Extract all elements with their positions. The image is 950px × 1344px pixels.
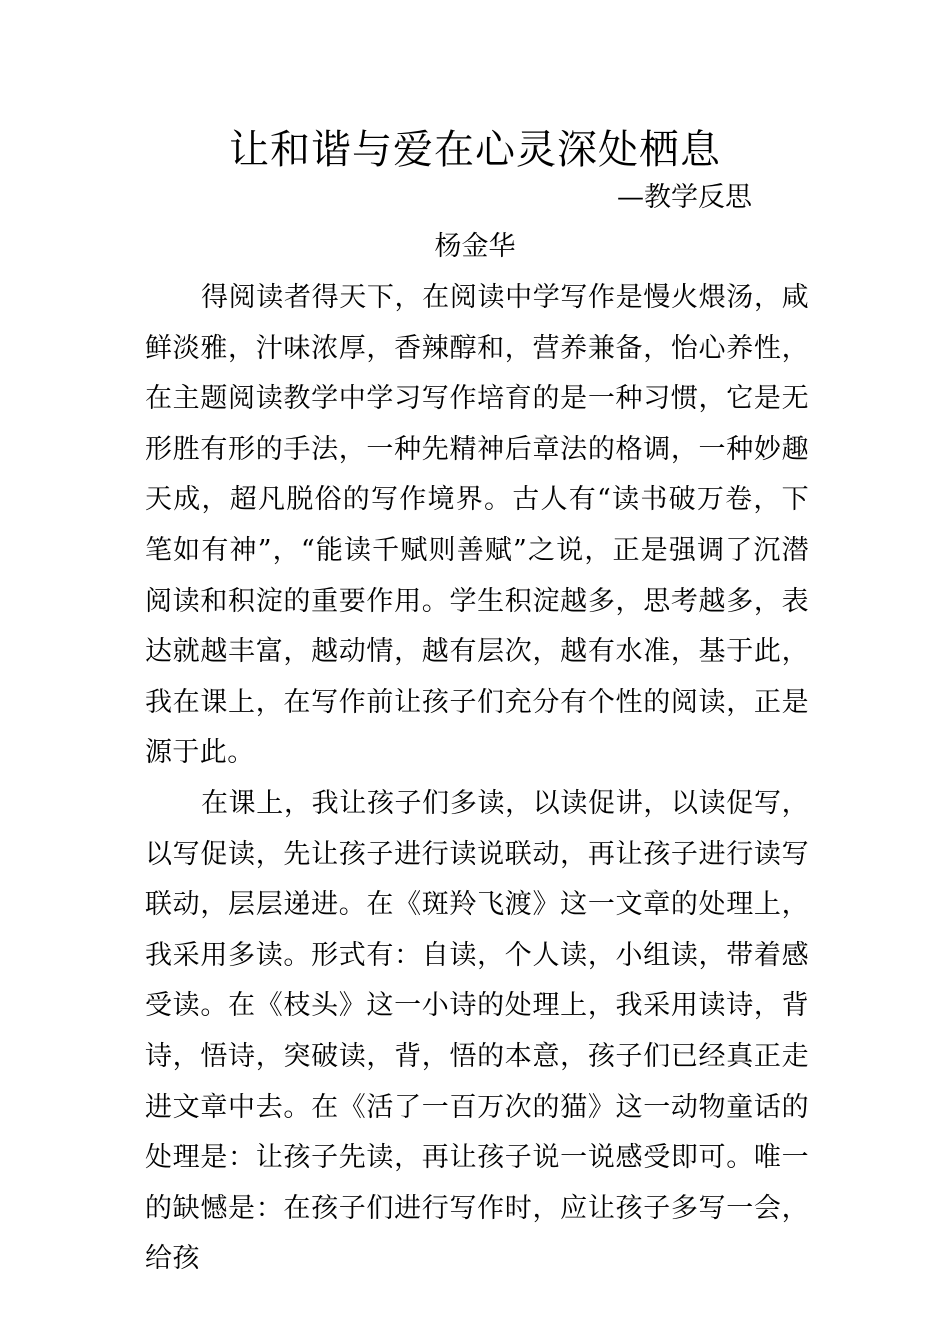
document-author: 杨金华 — [434, 231, 516, 262]
document-body — [145, 273, 809, 1285]
paragraph-2: 在课上，我让孩子们多读，以读促讲，以读促写，以写促读，先让孩子进行读说联动，再让孩子进行读写联动，层层递进。在《斑羚飞渡》这一文章的处理上，我采用多读。形式有：自读，个人读，小组读，带着感受读。在《枝头》这一小诗的处理上，我采用读诗，背诗，悟诗，突破读，背，悟的本意，孩子们已经真正走进文章中去。在《活了一百万次的猫》这一动物童话的处理是：让孩子先读，再让孩子说一说感受即可。唯一的缺憾是：在孩子们进行写作时，应让孩子多写一会，给孩 — [145, 787, 809, 1275]
document-subtitle: —教学反思 — [617, 182, 752, 213]
document-title: 让和谐与爱在心灵深处栖息 — [229, 127, 721, 173]
paragraph-1: 得阅读者得天下，在阅读中学写作是慢火煨汤，咸鲜淡雅，汁味浓厚，香辣醇和，营养兼备，怡心养性，在主题阅读教学中学习写作培育的是一种习惯，它是无形胜有形的手法，一种先精神后章法的格调，一种妙趣天成，超凡脱俗的写作境界。古人有“读书破万卷，下笔如有神”，“能读千赋则善赋”之说，正是强调了沉潜阅读和积淀的重要作用。学生积淀越多，思考越多，表达就越丰富，越动情，越有层次，越有水准，基于此，我在课上，在写作前让孩子们充分有个性的阅读，正是源于此。 — [145, 282, 809, 769]
